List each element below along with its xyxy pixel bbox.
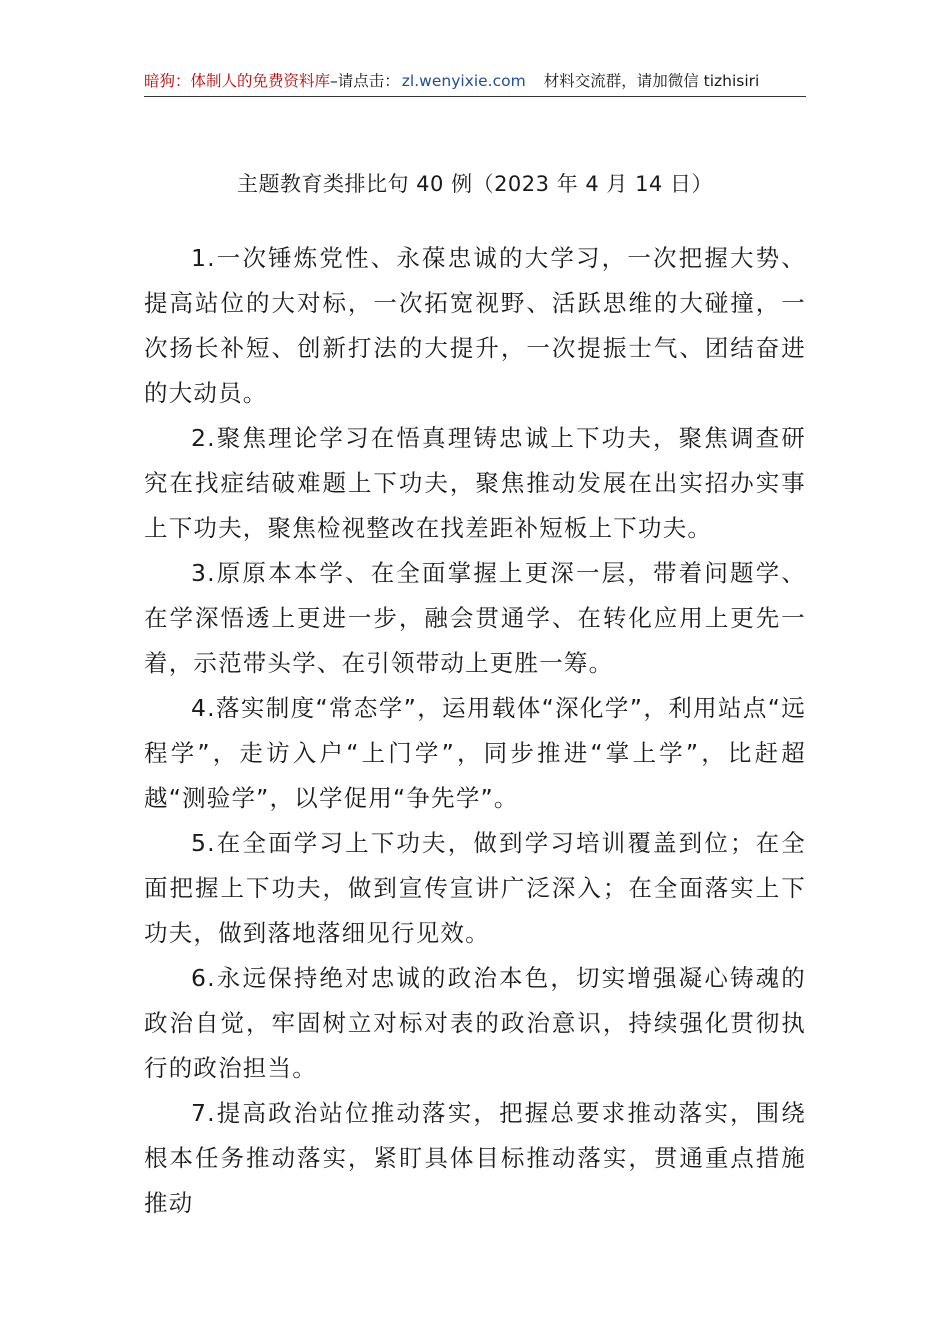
- document-title: 主题教育类排比句 40 例（2023 年 4 月 14 日）: [237, 172, 713, 196]
- header-link[interactable]: zl.wenyixie.com: [401, 72, 526, 90]
- page-header: [144, 66, 806, 97]
- header-prompt: –请点击：: [330, 72, 400, 90]
- paragraph-5: 5.在全面学习上下功夫，做到学习培训覆盖到位；在全面把握上下功夫，做到宣传宣讲广泛深入；在全面落实上下功夫，做到落地落细见行见效。: [144, 829, 806, 947]
- paragraph-2: 2.聚焦理论学习在悟真理铸忠诚上下功夫，聚焦调查研究在找症结破难题上下功夫，聚焦推动发展在出实招办实事上下功夫，聚焦检视整改在找差距补短板上下功夫。: [144, 424, 806, 542]
- paragraph-7: 7.提高政治站位推动落实，把握总要求推动落实，围绕根本任务推动落实，紧盯具体目标推动落实，贯通重点措施推动: [144, 1099, 806, 1217]
- document-body: [144, 236, 806, 1226]
- header-brand: 暗狗：体制人的免费资料库: [144, 72, 331, 90]
- paragraph-4: 4.落实制度“常态学”，运用载体“深化学”，利用站点“远程学”，走访入户“上门学”，同步推进“掌上学”，比赶超越“测验学”，以学促用“争先学”。: [144, 694, 806, 812]
- paragraph-1: 1.一次锤炼党性、永葆忠诚的大学习，一次把握大势、提高站位的大对标，一次拓宽视野、活跃思维的大碰撞，一次扬长补短、创新打法的大提升，一次提振士气、团结奋进的大动员。: [144, 244, 806, 407]
- paragraph-6: 6.永远保持绝对忠诚的政治本色，切实增强凝心铸魂的政治自觉，牢固树立对标对表的政治意识，持续强化贯彻执行的政治担当。: [144, 964, 806, 1082]
- header-group-note: 材料交流群，请加微信 tizhisiri: [543, 72, 760, 90]
- paragraph-3: 3.原原本本学、在全面掌握上更深一层，带着问题学、在学深悟透上更进一步，融会贯通学、在转化应用上更先一着，示范带头学、在引领带动上更胜一筹。: [144, 559, 806, 677]
